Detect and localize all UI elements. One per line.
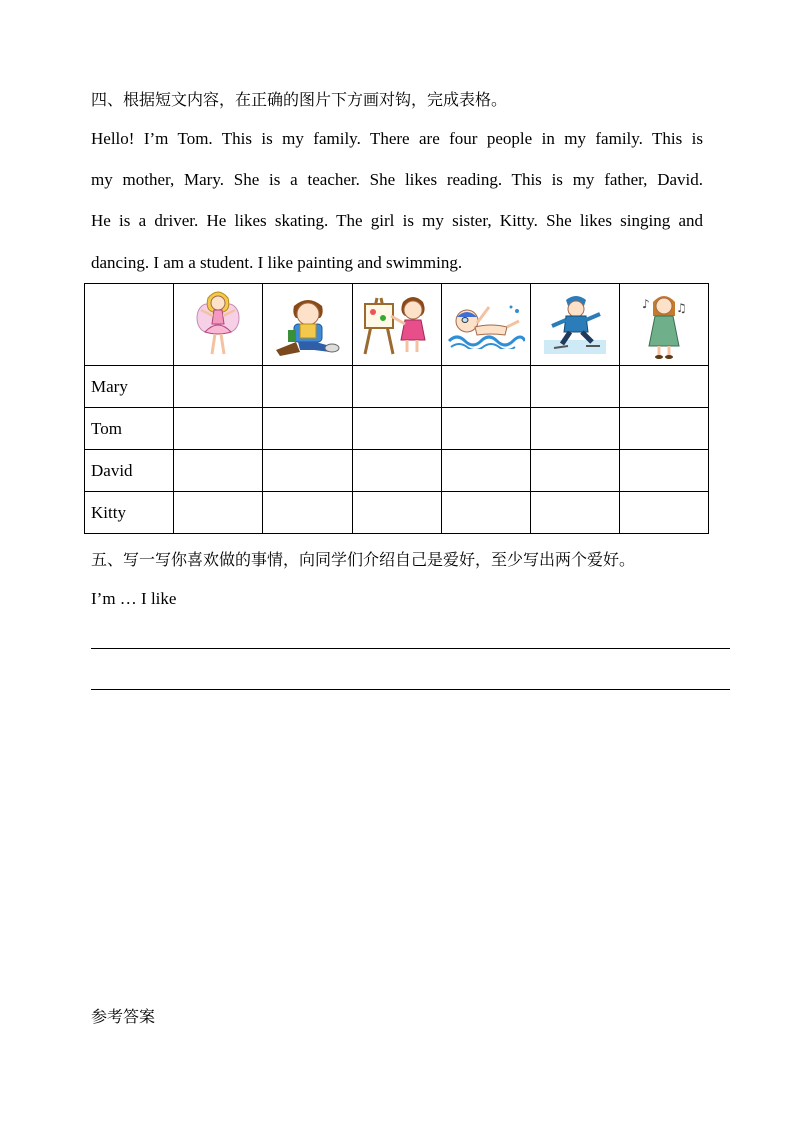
table-row-kitty	[85, 492, 709, 534]
passage-line-4: dancing. I am a student. I like painting and swimming.	[91, 253, 463, 272]
answer-cell[interactable]	[531, 366, 620, 408]
passage-line-3: He is a driver. He likes skating. The girl is my sister, Kitty. She likes singing and	[91, 211, 703, 230]
row-label: Mary	[85, 366, 174, 408]
picture-cell-singing	[620, 284, 709, 366]
painting-girl-icon	[359, 294, 435, 356]
answer-cell[interactable]	[263, 450, 353, 492]
answer-cell[interactable]	[531, 492, 620, 534]
answer-cell[interactable]	[174, 366, 263, 408]
answer-key-heading: 参考答案	[91, 1007, 156, 1026]
row-label: Kitty	[85, 492, 174, 534]
swimming-boy-icon	[447, 301, 525, 349]
corner-cell	[85, 284, 174, 366]
picture-cell-swimming	[442, 284, 531, 366]
answer-cell[interactable]	[353, 408, 442, 450]
row-label: David	[85, 450, 174, 492]
answer-cell[interactable]	[442, 450, 531, 492]
picture-cell-dancing	[174, 284, 263, 366]
table-row-david	[85, 450, 709, 492]
answer-cell[interactable]	[442, 492, 531, 534]
answer-cell[interactable]	[174, 492, 263, 534]
answer-cell[interactable]	[353, 366, 442, 408]
answer-cell[interactable]	[174, 408, 263, 450]
svg-text:♫: ♫	[676, 300, 687, 315]
answer-cell[interactable]	[620, 408, 709, 450]
answer-cell[interactable]	[620, 450, 709, 492]
writing-line[interactable]	[91, 689, 730, 690]
answer-cell[interactable]	[353, 450, 442, 492]
writing-line[interactable]	[91, 648, 730, 649]
answer-cell[interactable]	[174, 450, 263, 492]
reading-boy-icon	[274, 294, 342, 356]
writing-prompt: I’m … I like	[91, 589, 177, 608]
answer-cell[interactable]	[263, 408, 353, 450]
table-row-tom	[85, 408, 709, 450]
passage-line-1: Hello! I’m Tom. This is my family. There are four people in my family. This is	[91, 129, 703, 148]
answer-cell[interactable]	[531, 450, 620, 492]
answer-cell[interactable]	[442, 366, 531, 408]
section4-heading: 四、根据短文内容，在正确的图片下方画对钩，完成表格。	[91, 90, 508, 109]
picture-cell-reading	[263, 284, 353, 366]
singing-girl-icon	[641, 290, 687, 360]
passage-line-2: my mother, Mary. She is a teacher. She likes reading. This is my father, David.	[91, 170, 703, 189]
table-row-mary	[85, 366, 709, 408]
section5-heading: 五、写一写你喜欢做的事情，向同学们介绍自己是爱好，至少写出两个爱好。	[91, 550, 636, 569]
answer-cell[interactable]	[620, 492, 709, 534]
picture-cell-skating	[531, 284, 620, 366]
svg-text:♪: ♪	[642, 296, 650, 311]
skating-kid-icon	[544, 294, 606, 356]
answer-cell[interactable]	[263, 366, 353, 408]
row-label: Tom	[85, 408, 174, 450]
answer-cell[interactable]	[353, 492, 442, 534]
answer-cell[interactable]	[263, 492, 353, 534]
answer-cell[interactable]	[620, 366, 709, 408]
answer-cell[interactable]	[442, 408, 531, 450]
hobby-table	[84, 283, 709, 534]
picture-cell-painting	[353, 284, 442, 366]
dancing-girl-icon	[193, 288, 243, 362]
answer-cell[interactable]	[531, 408, 620, 450]
picture-header-row	[85, 284, 709, 366]
